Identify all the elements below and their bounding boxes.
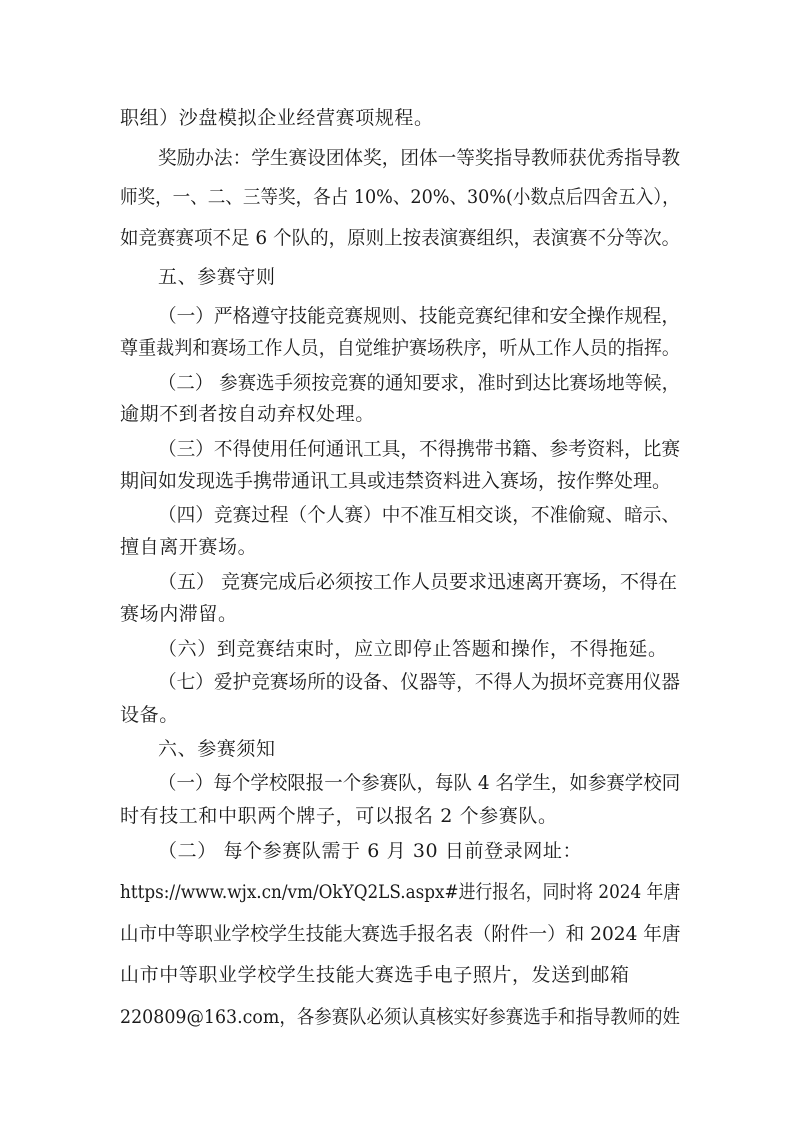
- section-heading: 六、参赛须知: [158, 738, 276, 760]
- paragraph-line: 山市中等职业学校学生技能大赛选手报名表（附件一）和 2024 年唐: [120, 923, 681, 945]
- paragraph-line: （二） 每个参赛队需于 6 月 30 日前登录网址：: [158, 840, 583, 862]
- section-heading: 五、参赛守则: [158, 266, 276, 288]
- paragraph-line: 擅自离开赛场。: [120, 536, 258, 558]
- paragraph-line: 如竞赛赛项不足 6 个队的，原则上按表演赛组织，表演赛不分等次。: [120, 227, 681, 249]
- paragraph-line: 职组）沙盘模拟企业经营赛项规程。: [120, 107, 434, 129]
- paragraph-line: （一）严格遵守技能竞赛规则、技能竞赛纪律和安全操作规程，: [158, 305, 681, 327]
- paragraph-line: https://www.wjx.cn/vm/OkYQ2LS.aspx#进行报名，同时将 2024 年唐: [120, 881, 681, 903]
- paragraph-line: （六）到竞赛结束时，应立即停止答题和操作，不得拖延。: [158, 638, 668, 660]
- paragraph-line: （五） 竞赛完成后必须按工作人员要求迅速离开赛场，不得在: [158, 571, 678, 593]
- paragraph-line: （七）爱护竞赛场所的设备、仪器等，不得人为损坏竞赛用仪器: [158, 671, 681, 693]
- paragraph-line: 奖励办法：学生赛设团体奖，团体一等奖指导教师获优秀指导教: [158, 147, 681, 169]
- paragraph-line: 期间如发现选手携带通讯工具或违禁资料进入赛场，按作弊处理。: [120, 470, 672, 492]
- paragraph-line: 220809@163.com，各参赛队必须认真核实好参赛选手和指导教师的姓: [120, 1006, 680, 1028]
- paragraph-line: 师奖，一、二、三等奖，各占 10%、20%、30%(小数点后四舍五入），: [120, 186, 680, 208]
- paragraph-line: 赛场内滞留。: [120, 603, 238, 625]
- paragraph-line: （三）不得使用任何通讯工具，不得携带书籍、参考资料，比赛: [158, 438, 681, 460]
- paragraph-line: 山市中等职业学校学生技能大赛选手电子照片，发送到邮箱: [120, 964, 630, 986]
- paragraph-line: （二） 参赛选手须按竞赛的通知要求，准时到达比赛场地等候，: [158, 372, 681, 394]
- paragraph-line: 尊重裁判和赛场工作人员，自觉维护赛场秩序，听从工作人员的指挥。: [120, 337, 681, 359]
- paragraph-line: （四）竞赛过程（个人赛）中不准互相交谈，不准偷窥、暗示、: [158, 504, 681, 526]
- paragraph-line: （一）每个学校限报一个参赛队，每队 4 名学生，如参赛学校同: [158, 772, 681, 794]
- paragraph-line: 逾期不到者按自动弃权处理。: [120, 403, 375, 425]
- paragraph-line: 时有技工和中职两个牌子，可以报名 2 个参赛队。: [120, 805, 558, 827]
- paragraph-line: 设备。: [120, 704, 179, 726]
